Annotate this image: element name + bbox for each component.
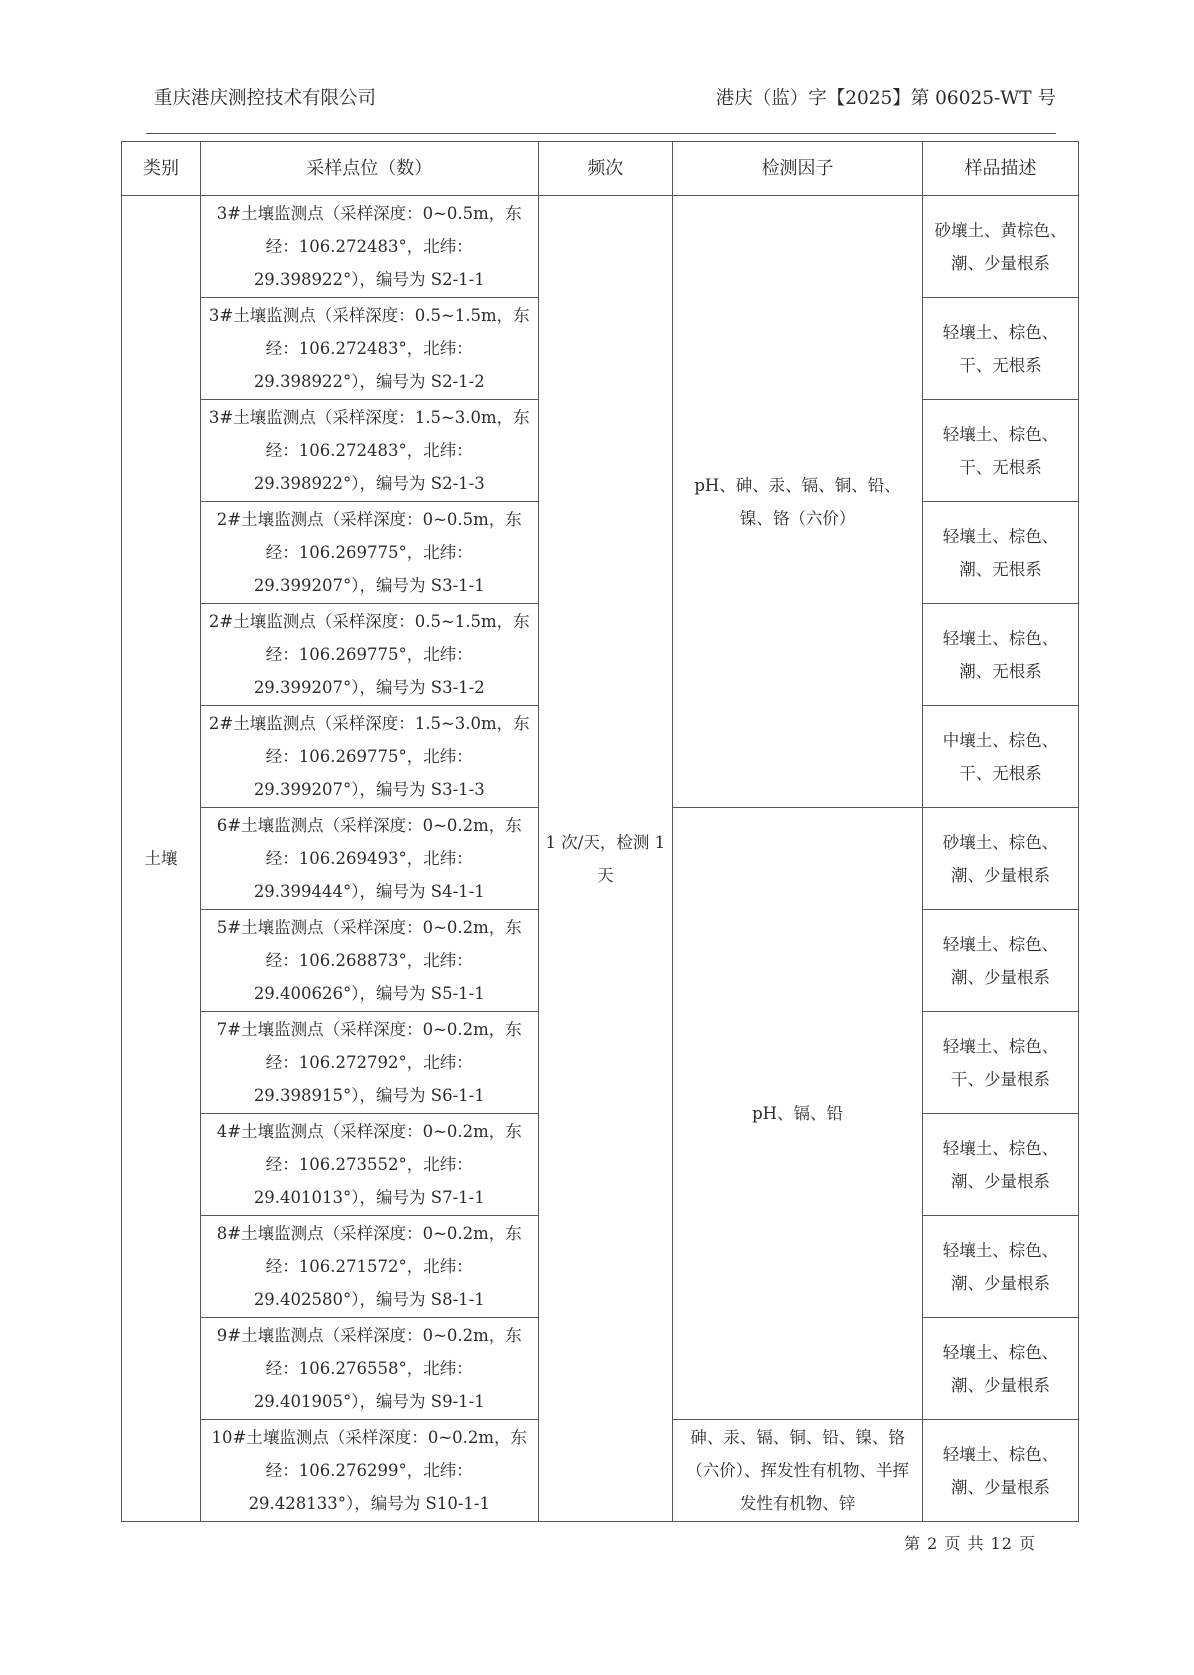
col-header-factors: 检测因子 — [673, 142, 923, 196]
sampling-site-cell: 9#土壤监测点（采样深度：0~0.2m，东经：106.276558°，北纬：29.401905°），编号为 S9-1-1 — [201, 1318, 539, 1420]
col-header-category: 类别 — [122, 142, 201, 196]
sampling-site-cell: 3#土壤监测点（采样深度：1.5~3.0m，东经：106.272483°，北纬：29.398922°），编号为 S2-1-3 — [201, 400, 539, 502]
col-header-site: 采样点位（数） — [201, 142, 539, 196]
sample-description-cell: 轻壤土、棕色、干、无根系 — [923, 298, 1079, 400]
sampling-site-cell: 2#土壤监测点（采样深度：0.5~1.5m，东经：106.269775°，北纬：29.399207°），编号为 S3-1-2 — [201, 604, 539, 706]
table-row — [122, 196, 1079, 298]
document-number: 港庆（监）字【2025】第 06025-WT 号 — [715, 88, 1056, 109]
sample-description-cell: 轻壤土、棕色、干、无根系 — [923, 400, 1079, 502]
page-number: 第 2 页 共 12 页 — [904, 1534, 1036, 1553]
sample-description-cell: 轻壤土、棕色、潮、少量根系 — [923, 1420, 1079, 1522]
sample-description-cell: 轻壤土、棕色、潮、少量根系 — [923, 1318, 1079, 1420]
col-header-description: 样品描述 — [923, 142, 1079, 196]
sampling-site-cell: 8#土壤监测点（采样深度：0~0.2m，东经：106.271572°，北纬：29.402580°），编号为 S8-1-1 — [201, 1216, 539, 1318]
factor-group-cell: 砷、汞、镉、铜、铅、镍、铬（六价）、挥发性有机物、半挥发性有机物、锌 — [673, 1420, 923, 1522]
sampling-site-cell: 3#土壤监测点（采样深度：0.5~1.5m，东经：106.272483°，北纬：29.398922°），编号为 S2-1-2 — [201, 298, 539, 400]
sample-description-cell: 轻壤土、棕色、潮、少量根系 — [923, 910, 1079, 1012]
factor-group-cell: pH、镉、铅 — [673, 808, 923, 1420]
sample-description-cell: 轻壤土、棕色、潮、无根系 — [923, 502, 1079, 604]
sampling-site-cell: 3#土壤监测点（采样深度：0~0.5m，东经：106.272483°，北纬：29.398922°），编号为 S2-1-1 — [201, 196, 539, 298]
sampling-site-cell: 6#土壤监测点（采样深度：0~0.2m，东经：106.269493°，北纬：29.399444°），编号为 S4-1-1 — [201, 808, 539, 910]
sample-description-cell: 轻壤土、棕色、干、少量根系 — [923, 1012, 1079, 1114]
sampling-site-cell: 4#土壤监测点（采样深度：0~0.2m，东经：106.273552°，北纬：29.401013°），编号为 S7-1-1 — [201, 1114, 539, 1216]
company-name: 重庆港庆测控技术有限公司 — [154, 88, 377, 109]
sample-description-cell: 轻壤土、棕色、潮、无根系 — [923, 604, 1079, 706]
sampling-site-cell: 2#土壤监测点（采样深度：0~0.5m，东经：106.269775°，北纬：29.399207°），编号为 S3-1-1 — [201, 502, 539, 604]
sampling-table — [121, 141, 1079, 1522]
category-cell: 土壤 — [122, 196, 201, 1522]
col-header-frequency: 频次 — [538, 142, 673, 196]
sample-description-cell: 砂壤土、黄棕色、潮、少量根系 — [923, 196, 1079, 298]
page-header — [154, 84, 1056, 110]
sampling-site-cell: 10#土壤监测点（采样深度：0~0.2m，东经：106.276299°，北纬：29.428133°），编号为 S10-1-1 — [201, 1420, 539, 1522]
sample-description-cell: 中壤土、棕色、干、无根系 — [923, 706, 1079, 808]
header-divider — [146, 133, 1056, 134]
sample-description-cell: 砂壤土、棕色、潮、少量根系 — [923, 808, 1079, 910]
sample-description-cell: 轻壤土、棕色、潮、少量根系 — [923, 1216, 1079, 1318]
sampling-site-cell: 5#土壤监测点（采样深度：0~0.2m，东经：106.268873°，北纬：29.400626°），编号为 S5-1-1 — [201, 910, 539, 1012]
table-header-row — [122, 142, 1079, 196]
sample-description-cell: 轻壤土、棕色、潮、少量根系 — [923, 1114, 1079, 1216]
sampling-site-cell: 7#土壤监测点（采样深度：0~0.2m，东经：106.272792°，北纬：29.398915°），编号为 S6-1-1 — [201, 1012, 539, 1114]
factor-group-cell: pH、砷、汞、镉、铜、铅、镍、铬（六价） — [673, 196, 923, 808]
frequency-cell: 1 次/天，检测 1 天 — [538, 196, 673, 1522]
sampling-site-cell: 2#土壤监测点（采样深度：1.5~3.0m，东经：106.269775°，北纬：29.399207°），编号为 S3-1-3 — [201, 706, 539, 808]
